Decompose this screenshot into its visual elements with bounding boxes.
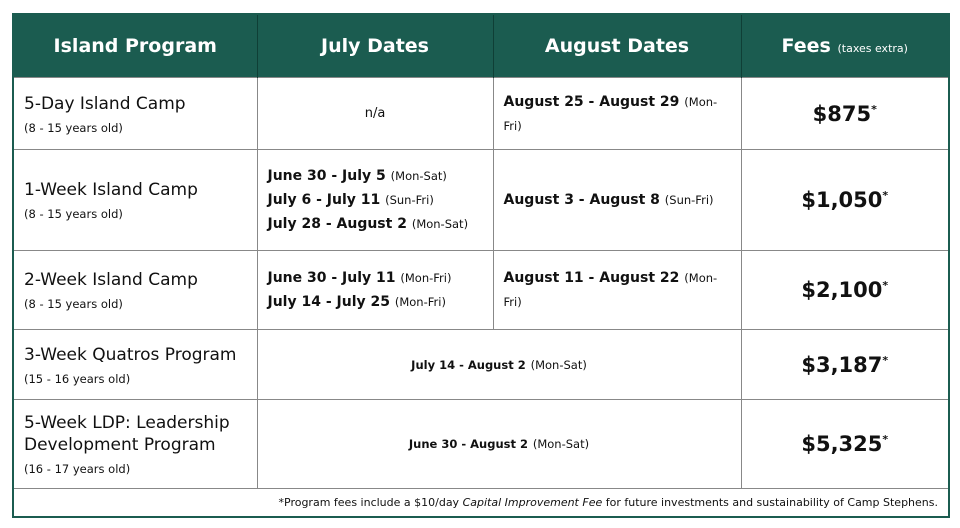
table-row (13, 251, 949, 330)
program-name: 5-Week LDP: Leadership Development Program (24, 413, 230, 455)
july-dates (257, 150, 493, 251)
program-age: (8 - 15 years old) (24, 207, 123, 221)
program-name: 1-Week Island Camp (24, 180, 198, 200)
program-fees-table (12, 13, 950, 518)
fee-cell: $875* (741, 78, 949, 150)
program-cell (13, 330, 257, 400)
program-age: (8 - 15 years old) (24, 120, 123, 135)
program-cell (13, 400, 257, 489)
date-range: July 6 - July 11 (Sun-Fri) (267, 192, 434, 208)
header-program: Island Program (13, 14, 257, 78)
august-dates (493, 150, 741, 251)
table-row (13, 150, 949, 251)
july-dates: n/a (257, 78, 493, 150)
program-age: (15 - 16 years old) (24, 371, 131, 386)
dates-cell: June 30 - August 2 (Mon-Sat) (257, 400, 741, 489)
date-range: August 25 - August 29 (Mon-Fri) (503, 93, 718, 133)
program-age: (16 - 17 years old) (24, 462, 131, 476)
date-range: July 14 - July 25 (Mon-Fri) (267, 294, 446, 310)
program-age: (8 - 15 years old) (24, 297, 123, 311)
fee-cell: $1,050* (741, 150, 949, 251)
dates-cell: July 14 - August 2 (Mon-Sat) (257, 330, 741, 400)
date-range: June 30 - July 5 (Mon-Sat) (267, 168, 447, 184)
table-row (13, 330, 949, 400)
july-dates (257, 251, 493, 330)
date-range: August 11 - August 22 (Mon-Fri) (503, 270, 718, 309)
date-range: August 3 - August 8 (Sun-Fri) (503, 192, 714, 208)
footnote: *Program fees include a $10/day Capital Improvement Fee for future investments and sustainability of Camp Stephens. (13, 489, 949, 518)
program-name: 2-Week Island Camp (24, 270, 198, 290)
table-row (13, 400, 949, 489)
program-cell (13, 150, 257, 251)
august-dates (493, 251, 741, 330)
date-range: June 30 - July 11 (Mon-Fri) (267, 270, 452, 286)
header-july: July Dates (257, 14, 493, 78)
august-dates (493, 78, 741, 150)
fee-cell: $5,325* (741, 400, 949, 489)
program-name: 5-Day Island Camp (24, 93, 186, 114)
header-august: August Dates (493, 14, 741, 78)
program-name: 3-Week Quatros Program (24, 344, 237, 365)
header-fees: Fees (taxes extra) (741, 14, 949, 78)
table-row (13, 78, 949, 150)
program-cell (13, 251, 257, 330)
fee-cell: $3,187* (741, 330, 949, 400)
date-range: July 28 - August 2 (Mon-Sat) (267, 216, 469, 232)
program-cell (13, 78, 257, 150)
fee-cell: $2,100* (741, 251, 949, 330)
